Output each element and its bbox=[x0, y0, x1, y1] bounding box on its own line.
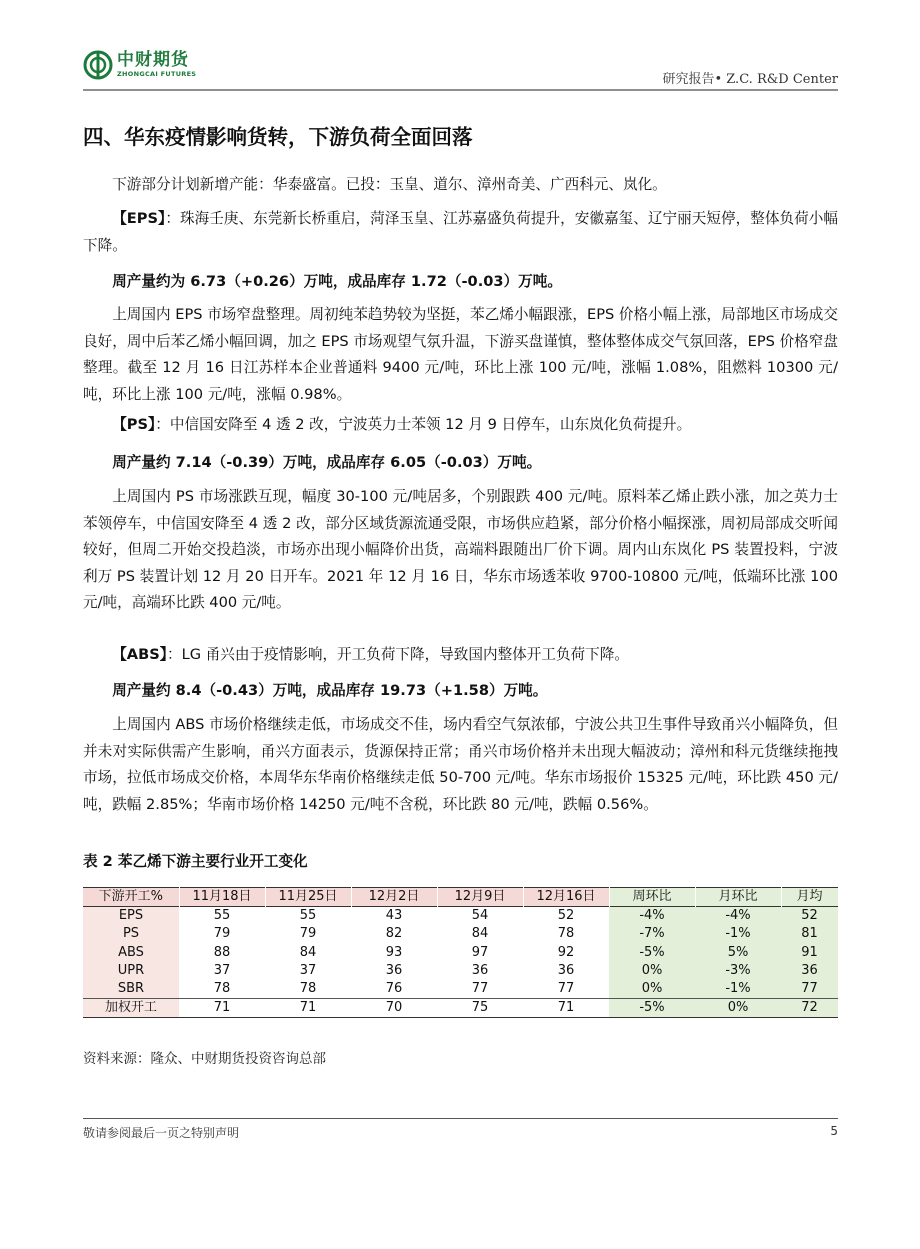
table-cell: -1% bbox=[695, 925, 781, 943]
table-cell: 54 bbox=[471, 908, 489, 924]
table-cell: 78 bbox=[213, 981, 231, 997]
table-header-cell: 月环比 bbox=[695, 888, 781, 907]
table-cell: -5% bbox=[609, 999, 695, 1018]
page-number: 5 bbox=[830, 1124, 838, 1138]
table-cell: 36 bbox=[471, 962, 489, 978]
table-cell: 5% bbox=[695, 944, 781, 962]
table-cell: -5% bbox=[609, 944, 695, 962]
table-cell: 37 bbox=[299, 962, 317, 978]
table-cell: 0% bbox=[695, 999, 781, 1018]
paragraph-eps-output: 周产量约为 6.73（+0.26）万吨，成品库存 1.72（-0.03）万吨。 bbox=[112, 273, 562, 290]
table-cell: 55 bbox=[213, 908, 231, 924]
table-header-cell: 11月18日 bbox=[179, 888, 265, 907]
table-row-weighted bbox=[83, 999, 838, 1018]
logo-english-name: ZHONGCAI FUTURES bbox=[117, 70, 197, 79]
table-cell: 36 bbox=[557, 962, 575, 978]
table-cell: 55 bbox=[299, 908, 317, 924]
table-cell: 79 bbox=[299, 926, 317, 942]
data-source: 资料来源：隆众、中财期货投资咨询总部 bbox=[83, 1051, 326, 1067]
header-divider bbox=[83, 89, 838, 91]
row-label: EPS bbox=[83, 907, 179, 926]
table-cell: -3% bbox=[695, 962, 781, 980]
table-cell: -4% bbox=[609, 907, 695, 926]
footer-divider bbox=[83, 1118, 838, 1119]
table-cell: 71 bbox=[265, 999, 351, 1018]
paragraph-abs-load bbox=[83, 642, 838, 669]
paragraph-eps-market: 上周国内 EPS 市场窄盘整理。周初纯苯趋势较为坚挺，苯乙烯小幅跟涨，EPS 价格小幅上涨，局部地区市场成交良好，周中后苯乙烯小幅回调，加之 EPS 市场观望气氛升温，下游买盘谨慎，整体整体成交气氛回落，EPS 价格窄盘整理。截至 12 月 16 日江苏样本企业普通料 9400 元/吨，环比上涨 100 元/吨，涨幅 1.08%，阻燃料 10300 元/吨，环比上涨 100 元/吨，涨幅 0.98%。 bbox=[83, 306, 838, 403]
table-cell: 84 bbox=[299, 944, 317, 960]
table-row bbox=[83, 925, 838, 943]
table-header-cell: 12月9日 bbox=[437, 888, 523, 907]
table-cell: 70 bbox=[351, 999, 437, 1018]
row-label: 加权开工 bbox=[83, 999, 179, 1018]
section-title: 四、华东疫情影响货转，下游负荷全面回落 bbox=[83, 125, 473, 149]
table-cell: 79 bbox=[213, 926, 231, 942]
table-cell: 71 bbox=[179, 999, 265, 1018]
table-cell: -7% bbox=[609, 925, 695, 943]
downstream-operating-rate-table bbox=[83, 887, 839, 1018]
table-cell: 76 bbox=[385, 981, 403, 997]
table-cell: 92 bbox=[557, 944, 575, 960]
table-cell: 0% bbox=[609, 980, 695, 999]
table-cell: 0% bbox=[609, 962, 695, 980]
table-cell: 36 bbox=[781, 962, 838, 980]
paragraph-ps-market: 上周国内 PS 市场涨跌互现，幅度 30-100 元/吨居多，个别跟跌 400 元/吨。原料苯乙烯止跌小涨，加之英力士苯领停车，中信国安降至 4 透 2 改，部分区域货源流通受限，市场供应趋紧，部分价格小幅探涨，周初局部成交听闻较好，但周二开始交投趋淡，市场亦出现小幅降价出货，高端料跟随出厂价下调。周内山东岚化 PS 装置投料，宁波利万 PS 装置计划 12 月 20 日开车。2021 年 12 月 16 日，华东市场透苯收 9700-10800 元/吨，低端环比涨 100 元/吨，高端环比跌 400 元/吨。 bbox=[83, 488, 838, 611]
table-cell: 72 bbox=[781, 999, 838, 1018]
footer-disclaimer: 敬请参阅最后一页之特别声明 bbox=[83, 1126, 240, 1140]
abs-load-text: ：LG 甬兴由于疫情影响，开工负荷下降，导致国内整体开工负荷下降。 bbox=[167, 646, 629, 663]
table-cell: 78 bbox=[299, 981, 317, 997]
table-cell: -4% bbox=[695, 907, 781, 926]
table-cell: 71 bbox=[523, 999, 609, 1018]
ps-tag: 【PS】 bbox=[112, 416, 156, 433]
table-cell: 43 bbox=[385, 908, 403, 924]
table-row bbox=[83, 907, 838, 926]
eps-load-text: ：珠海壬庚、东莞新长桥重启，菏泽玉皇、江苏嘉盛负荷提升，安徽嘉玺、辽宁丽天短停，整体负荷小幅下降。 bbox=[83, 210, 838, 254]
table-cell: 37 bbox=[213, 962, 231, 978]
table-cell: 97 bbox=[471, 944, 489, 960]
abs-tag: 【ABS】 bbox=[112, 646, 168, 663]
table-row bbox=[83, 944, 838, 962]
table-cell: 77 bbox=[557, 981, 575, 997]
table-cell: 36 bbox=[385, 962, 403, 978]
paragraph-eps-load bbox=[83, 206, 838, 259]
paragraph-ps-load bbox=[83, 412, 838, 439]
eps-tag: 【EPS】 bbox=[112, 210, 166, 227]
paragraph-ps-output: 周产量约 7.14（-0.39）万吨，成品库存 6.05（-0.03）万吨。 bbox=[112, 454, 542, 471]
table-cell: 75 bbox=[437, 999, 523, 1018]
paragraph-abs-output: 周产量约 8.4（-0.43）万吨，成品库存 19.73（+1.58）万吨。 bbox=[112, 682, 548, 699]
table-header-cell: 月均 bbox=[781, 888, 838, 907]
table-cell: 88 bbox=[213, 944, 231, 960]
table-row bbox=[83, 962, 838, 980]
table-cell: 52 bbox=[781, 907, 838, 926]
table-header-cell: 周环比 bbox=[609, 888, 695, 907]
company-logo bbox=[83, 50, 196, 80]
table-header-row bbox=[83, 888, 838, 907]
report-label: 研究报告• Z.C. R&D Center bbox=[662, 72, 838, 87]
table-cell: 81 bbox=[781, 925, 838, 943]
table-cell: 91 bbox=[781, 944, 838, 962]
table-cell: 84 bbox=[471, 926, 489, 942]
table-cell: 78 bbox=[557, 926, 575, 942]
table-header-cell: 11月25日 bbox=[265, 888, 351, 907]
row-label: ABS bbox=[83, 944, 179, 962]
table-cell: 77 bbox=[781, 980, 838, 999]
row-label: UPR bbox=[83, 962, 179, 980]
zhongcai-logo-icon bbox=[83, 50, 113, 80]
paragraph-capacity: 下游部分计划新增产能：华泰盛富。已投：玉皇、道尔、漳州奇美、广西科元、岚化。 bbox=[112, 176, 667, 193]
table-header-cell: 12月2日 bbox=[351, 888, 437, 907]
table-header-cell: 下游开工% bbox=[83, 888, 179, 907]
row-label: PS bbox=[83, 925, 179, 943]
table-cell: 93 bbox=[385, 944, 403, 960]
table-cell: -1% bbox=[695, 980, 781, 999]
paragraph-abs-market: 上周国内 ABS 市场价格继续走低，市场成交不佳，场内看空气氛浓郁，宁波公共卫生事件导致甬兴小幅降负，但并未对实际供需产生影响，甬兴方面表示，货源保持正常；甬兴市场价格并未出现大幅波动；漳州和科元货继续拖拽市场，拉低市场成交价格，本周华东华南价格继续走低 50-700 元/吨。华东市场报价 15325 元/吨，环比跌 450 元/吨，跌幅 2.85%；华南市场价格 14250 元/吨不含税，环比跌 80 元/吨，跌幅 0.56%。 bbox=[83, 716, 838, 813]
page-header bbox=[83, 44, 838, 90]
table-row bbox=[83, 980, 838, 999]
table-cell: 52 bbox=[557, 908, 575, 924]
logo-chinese-name: 中财期货 bbox=[117, 50, 189, 71]
table-caption: 表 2 苯乙烯下游主要行业开工变化 bbox=[83, 853, 308, 870]
row-label: SBR bbox=[83, 980, 179, 999]
table-header-cell: 12月16日 bbox=[523, 888, 609, 907]
table-cell: 82 bbox=[385, 926, 403, 942]
ps-load-text: ：中信国安降至 4 透 2 改，宁波英力士苯领 12 月 9 日停车，山东岚化负荷提升。 bbox=[155, 416, 692, 433]
table-cell: 77 bbox=[471, 981, 489, 997]
